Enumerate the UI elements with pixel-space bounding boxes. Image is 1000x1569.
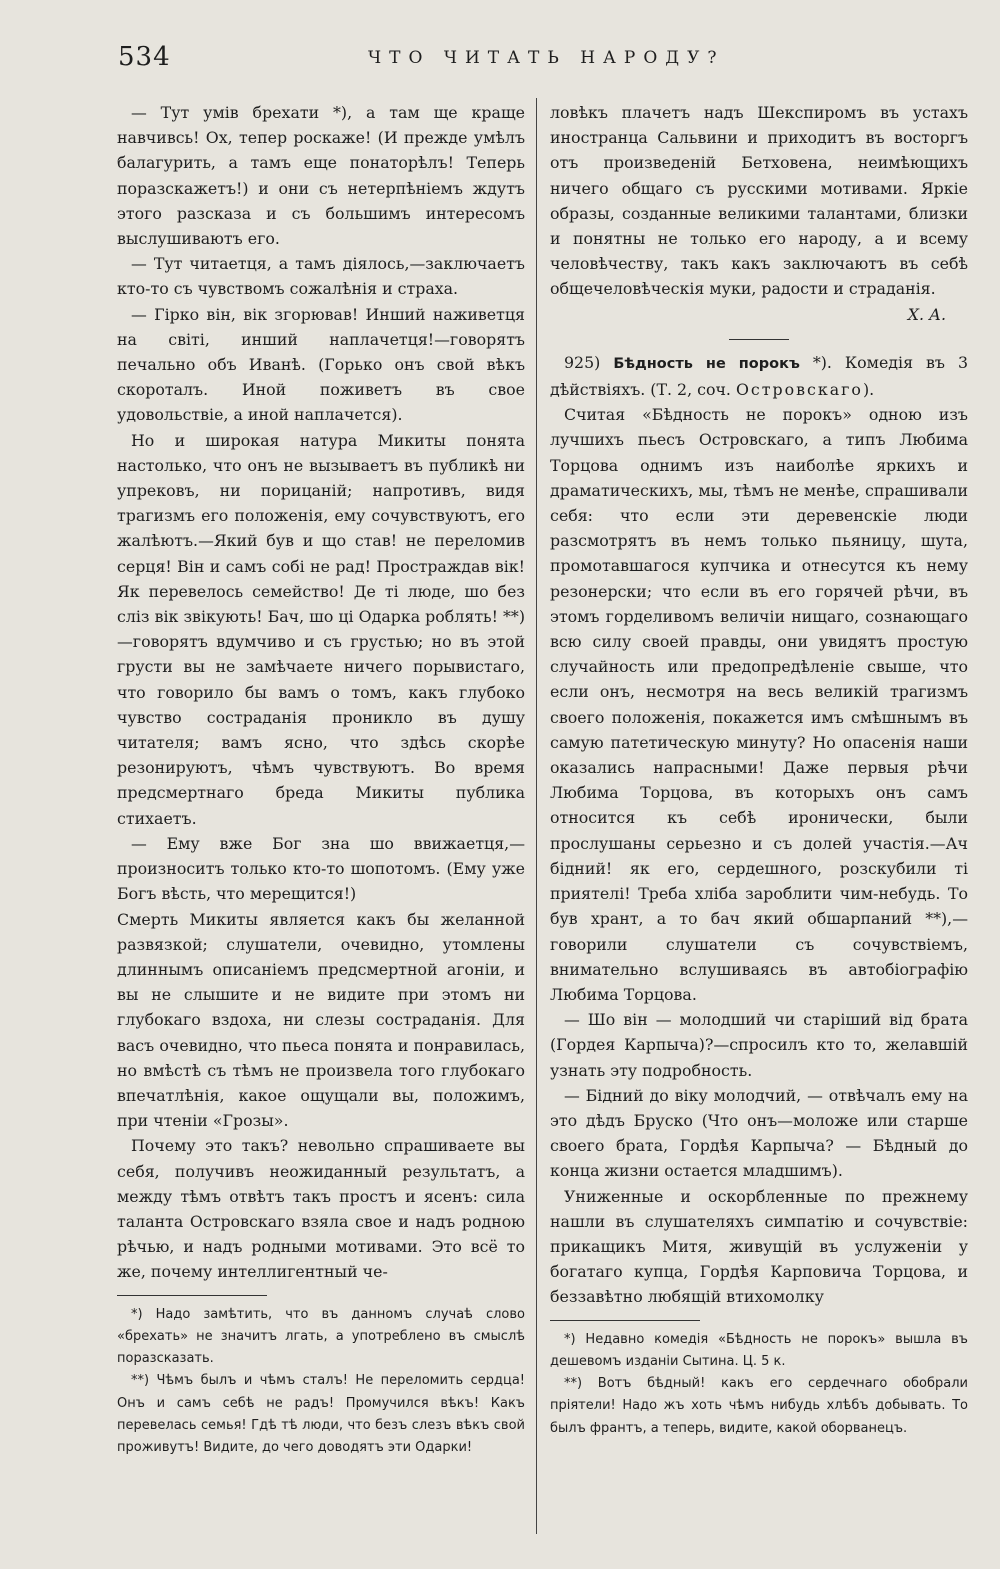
page-header xyxy=(118,42,958,82)
right-column xyxy=(550,100,968,1440)
footnotes-right xyxy=(550,1329,968,1440)
paragraph: — Тут читаетця, а тамъ діялось,—заключаетъ кто-то съ чувствомъ сожалѣнія и страха. xyxy=(117,254,525,299)
paragraph: ловѣкъ плачетъ надъ Шекспиромъ въ устахъ иностранца Сальвини и приходитъ въ восторгъ отъ произведеній Бетховена, неимѣющихъ ничего общаго съ русскими мотивами. Яркіе образы, созданные великими талантами, близки и понятны не только его народу, а и всему человѣчеству, такъ какъ заключаютъ въ себѣ общечеловѣческія муки, радости и страданія. xyxy=(550,103,968,299)
entry-title: Бѣдность не порокъ xyxy=(613,355,800,372)
paragraph: — Шо він — молодший чи старіший від брата (Гордея Карпыча)?—спросилъ кто то, желавшій узнать эту подробность. xyxy=(550,1010,968,1080)
footnote: *) Недавно комедія «Бѣдность не порокъ» вышла въ дешевомъ изданіи Сытина. Ц. 5 к. xyxy=(550,1331,968,1369)
section-rule xyxy=(729,339,789,340)
left-column xyxy=(117,100,525,1460)
footnotes-left xyxy=(117,1304,525,1460)
entry-description: *). Комедія въ 3 дѣйствіяхъ. (Т. 2, соч. xyxy=(550,352,969,400)
footnote-rule xyxy=(117,1295,267,1296)
entry-heading xyxy=(550,350,968,402)
paragraph: Но и широкая натура Микиты понята настолько, что онъ не вызываетъ въ публикѣ ни упрековъ, ни порицаній; напротивъ, видя трагизмъ его положенія, ему сочувствуютъ, его жалѣютъ.—Який був и що став! не переломив серця! Він и самъ собі не рад! Простраждав вік! Як перевелось семейство! Де ті люде, шо без сліз вік звікують! Бач, шо ці Одарка роблять! **)—говорятъ вдумчиво и съ грустью; но въ этой грусти вы не замѣчаете ничего порывистаго, что говорило бы вамъ о томъ, какъ глубоко чувство состраданія проникло въ душу читателя; вамъ ясно, что здѣсь скорѣе резонируютъ, чѣмъ чувствуютъ. Во время предсмертнаго бреда Микиты публика стихаетъ. xyxy=(117,430,525,828)
paragraph: — Ему вже Бог зна шо ввижаетця,—произноситъ только кто-то шопотомъ. (Ему уже Богъ вѣсть, что мерещится!) xyxy=(117,833,525,904)
paragraph: Почему это такъ? невольно спрашиваете вы себя, получивъ неожиданный результатъ, а между тѣмъ отвѣтъ такъ простъ и ясенъ: сила таланта Островскаго взяла свое и надъ родною рѣчью, и надъ родными мотивами. Это всё то же, почему интеллигентный че- xyxy=(117,1136,525,1282)
entry-end: ). xyxy=(862,380,875,400)
author-signature: Х. А. xyxy=(907,304,946,324)
paragraph: — Гірко він, вік згорював! Инший наживетця на світі, инший наплачетця!—говорятъ печально объ Иванѣ. (Горько онъ свой вѣкъ скороталъ. Иной поживетъ въ свое удовольствіе, а иной наплачется). xyxy=(117,304,525,425)
paragraph: Смерть Микиты является какъ бы желанной развязкой; слушатели, очевидно, утомлены длиннымъ описаніемъ предсмертной агоніи, и вы не слышите и не видите при этомъ ни глубокаго вздоха, ни слезы состраданія. Для васъ очевидно, что пьеса понята и понравилась, но вмѣстѣ съ тѣмъ не произвела того глубокаго впечатлѣнія, какое ощущали вы, положимъ, при чтеніи «Грозы». xyxy=(117,909,525,1131)
entry-author: Островскаго xyxy=(735,380,863,400)
footnote-rule xyxy=(550,1320,700,1321)
footnote: *) Надо замѣтить, что въ данномъ случаѣ слово «брехать» не значитъ лгать, а употреблено въ смыслѣ поразсказать. xyxy=(117,1306,525,1367)
paragraph: — Тут умів брехати *), а там ще краще навчивсь! Ох, тепер роскаже! (И прежде умѣлъ балагурить, а тамъ еще понаторѣлъ! Теперь поразскажетъ!) и они съ нетерпѣніемъ ждутъ этого разсказа и съ большимъ интересомъ выслушиваютъ его. xyxy=(117,103,525,249)
running-title: ЧТО ЧИТАТЬ НАРОДУ? xyxy=(368,48,725,68)
paragraph: Униженные и оскорбленные по прежнему нашли въ слушателяхъ симпатію и сочувствіе: прикащикъ Митя, живущій въ услуженіи у богатаго купца, Гордѣя Карповича Торцова, и беззавѣтно любящій втихомолку xyxy=(550,1186,968,1307)
page-number: 534 xyxy=(118,42,171,72)
paragraph: — Бідний до віку молодчий, — отвѣчалъ ему на это дѣдъ Бруско (Что онъ—моложе или старше своего брата, Гордѣя Карпыча? — Бѣдный до конца жизни остается младшимъ). xyxy=(550,1085,968,1181)
entry-number: 925) xyxy=(564,352,601,372)
column-divider xyxy=(536,98,537,1534)
paragraph: Считая «Бѣдность не порокъ» одною изъ лучшихъ пьесъ Островскаго, а типъ Любима Торцова однимъ изъ наиболѣе яркихъ и драматическихъ, мы, тѣмъ не менѣе, спрашивали себя: что если эти деревенскіе люди разсмотрятъ въ немъ только пьяницу, шута, промотавшагося купчика и отнесутся къ нему резонерски; что если въ его горячей рѣчи, въ этомъ горделивомъ величіи нищаго, сознающаго всю силу своей правды, они увидятъ простую случайность или предопредѣленіе свыше, что если онъ, несмотря на весь великій трагизмъ своего положенія, покажется имъ смѣшнымъ въ самую патетическую минуту? Но опасенія наши оказались напрасными! Даже первыя рѣчи Любима Торцова, въ которыхъ онъ самъ относится къ себѣ иронически, были прослушаны серьезно и съ долей участія.—Ач бідний! як его, сердешного, розскубили ті приятелі! Треба хліба зароблити чим-небудь. То був хрант, а то бач який обшарпаний **),—говорили слушатели съ сочувствіемъ, внимательно вслушиваясь въ автобіографію Любима Торцова. xyxy=(550,405,968,1004)
footnote: **) Вотъ бѣдный! какъ его сердечнаго обобрали пріятели! Надо жъ хоть чѣмъ нибудь хлѣбъ добывать. То былъ франтъ, а теперь, видите, какой оборванецъ. xyxy=(550,1376,968,1436)
footnote: **) Чѣмъ былъ и чѣмъ сталъ! Не переломить сердца! Онъ и самъ себѣ не радъ! Промучился вѣкъ! Какъ перевелась семья! Гдѣ тѣ люди, что безъ слезъ вѣкъ свой проживутъ! Видите, до чего доводятъ эти Одарки! xyxy=(117,1373,525,1456)
